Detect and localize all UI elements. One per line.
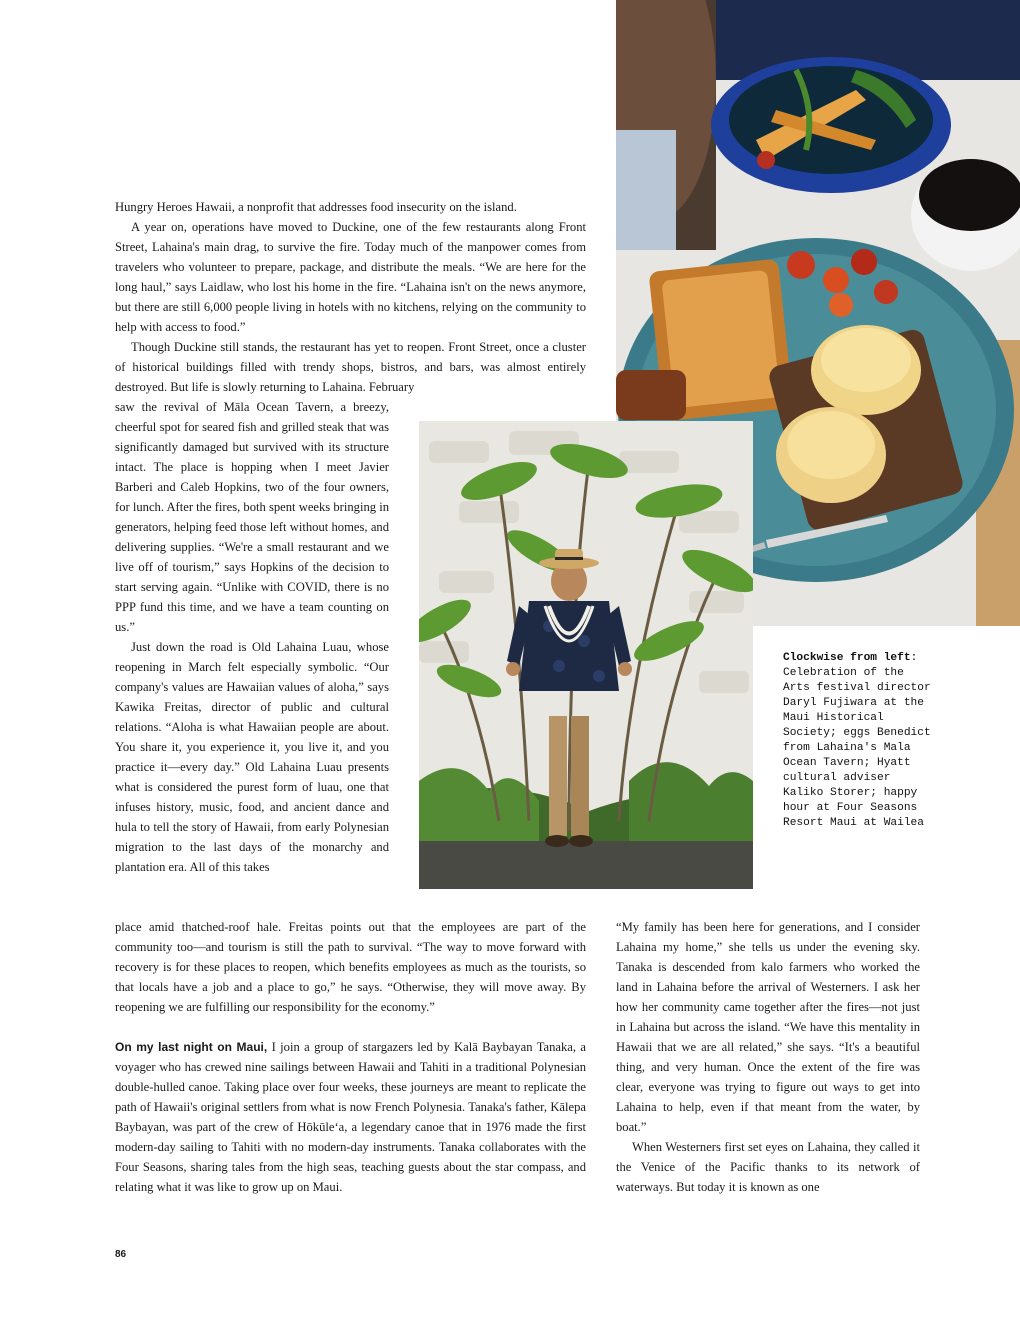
paragraph: Just down the road is Old Lahaina Luau, whose reopening in March felt especially symbolic. “Our company's values are Hawaiian values of aloha,” says Kawika Freitas, director of public and cultural relations. “Aloha is what Hawaiian people are about. You share it, you experience it, you live it, and you practice it—every day.” Old Lahaina Luau presents what is considered the purest form of luau, one that infuses history, music, food, and ancient dance and hula to tell the story of Hawaii, from early Polynesian migration to the last days of the monarchy and plantation era. All of this takes bbox=[115, 640, 389, 874]
article-column-top bbox=[115, 197, 586, 397]
article-column-wrap bbox=[115, 397, 389, 877]
caption-text: : Celebration of the Arts festival director Daryl Fujiwara at the Maui Historical Society; eggs Benedict from Lahaina's Mala Ocean Tavern; Hyatt cultural adviser Kaliko Storer; happy hour at Four Seasons Resort Maui at Wailea bbox=[783, 652, 931, 829]
page-number: 86 bbox=[115, 1249, 127, 1260]
paragraph: “My family has been here for generations, and I consider Lahaina my home,” she tells us under the evening sky. Tanaka is descended from kalo farmers who worked the land in Lahaina before the arrival of Westerners. I ask her how her community came together after the fires—not just in Lahaina but across the island. “We have this mentality in Hawaii that we are all related,” she says. “It's a beautiful thing, and very human. Once the extent of the fire was clear, everyone was trying to figure out ways to get into Lahaina to help, even if that meant from the water, by boat.” bbox=[616, 920, 920, 1134]
paragraph: place amid thatched-roof hale. Freitas points out that the employees are part of the community too—and tourism is still the path to survival. “The way to move forward with recovery is for these places to reopen, which benefits employees as much as the tourists, so that locals have a job and a place to go,” he says. “Otherwise, they will move away. By reopening we are fulfilling our responsibility for the economy.” bbox=[115, 920, 586, 1014]
photo-caption bbox=[783, 651, 933, 831]
paragraph: When Westerners first set eyes on Lahaina, they called it the Venice of the Pacific thanks to its network of waterways. But today it is known as one bbox=[616, 1140, 920, 1194]
article-column-right bbox=[616, 917, 920, 1197]
paragraph: saw the revival of Māla Ocean Tavern, a breezy, cheerful spot for seared fish and grilled steak that was significantly damaged but survived with its structure intact. The place is hopping when I meet Javier Barberi and Caleb Hopkins, two of the four owners, for lunch. After the fires, both spent weeks bringing in generators, helping feed those left without homes, and delivering supplies. “We're a small restaurant and we live off of tourism,” says Hopkins of the decision to start serving again. “Unlike with COVID, there is no PPP fund this time, and we have a team counting on us.” bbox=[115, 400, 389, 634]
portrait-photo bbox=[419, 421, 753, 889]
caption-lead: Clockwise from left bbox=[783, 652, 911, 664]
paragraph: Though Duckine still stands, the restaurant has yet to reopen. Front Street, once a cluster of historical buildings filled with trendy shops, bistros, and bars, was almost entirely destroyed. But life is slowly returning to Lahaina. February bbox=[115, 340, 586, 394]
paragraph: Hungry Heroes Hawaii, a nonprofit that addresses food insecurity on the island. bbox=[115, 200, 517, 214]
paragraph: A year on, operations have moved to Duckine, one of the few restaurants along Front Street, Lahaina's main drag, to survive the fire. Today much of the manpower comes from travelers who volunteer to prepare, package, and distribute the meals. “We are here for the long haul,” says Laidlaw, who lost his home in the fire. “Lahaina isn't on the news anymore, but there are still 6,000 people living in hotels with no kitchens, relying on the community to help with access to food.” bbox=[115, 220, 586, 334]
paragraph bbox=[115, 1037, 586, 1197]
section-run-in: On my last night on Maui, bbox=[115, 1040, 268, 1054]
article-column-continued bbox=[115, 917, 586, 1017]
section-body: I join a group of stargazers led by Kalā Baybayan Tanaka, a voyager who has crewed nine sailings between Hawaii and Tahiti in a traditional Polynesian double-hulled canoe. Taking place over four weeks, these journeys are meant to replicate the path of Hawaii's original settlers from what is now French Polynesia. Tanaka's father, Kālepa Baybayan, was part of the crew of Hōkūleʻa, a legendary canoe that in 1976 made the first modern-day sailing to Tahiti with no modern-day instruments. Tanaka collaborates with the Four Seasons, sharing tales from the high seas, teaching guests about the star compass, and relating what it was like to grow up on Maui. bbox=[115, 1040, 586, 1194]
article-column-section bbox=[115, 1037, 586, 1197]
